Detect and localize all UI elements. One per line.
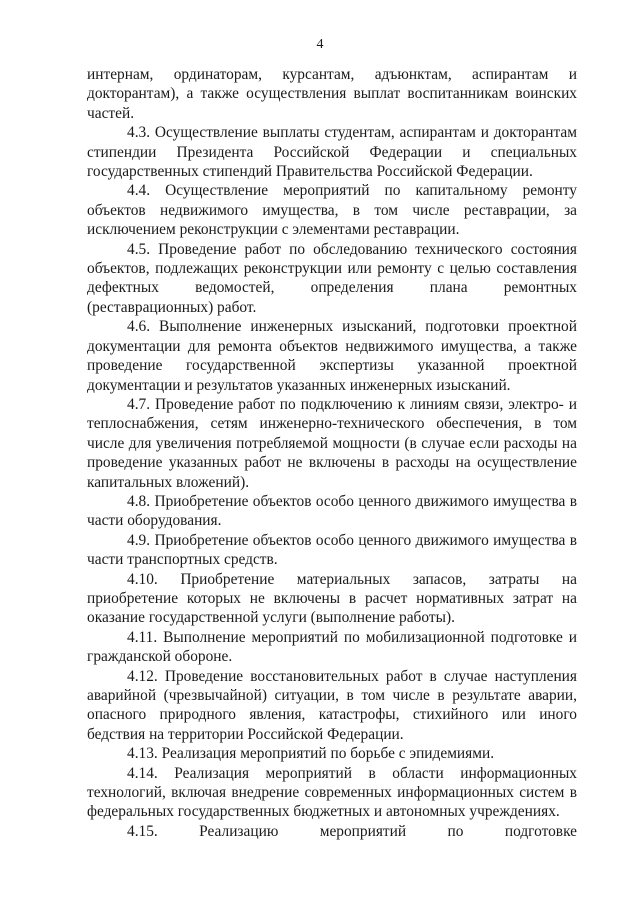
paragraph-4-12: 4.12. Проведение восстановительных работ в случае наступления аварийной (чрезвычайной) ситуации, в том числе в результате аварии, опасного природного явления, катастрофы, стихийного или иного бедствия на территории Российской Федерации.: [87, 667, 577, 743]
paragraph-4-6: 4.6. Выполнение инженерных изысканий, подготовки проектной документации для ремонта объектов недвижимого имущества, а также проведение государственной экспертизы указанной проектной документации и результатов указанных инженерных изысканий.: [87, 318, 577, 394]
paragraph-4-4: 4.4. Осуществление мероприятий по капитальному ремонту объектов недвижимого имущества, в том числе реставрации, за исключением реконструкции с элементами реставрации.: [87, 182, 577, 239]
paragraph-continuation: интернам, ординаторам, курсантам, адъюнктам, аспирантам и докторантам), а также осуществления выплат воспитанникам воинских частей.: [87, 66, 577, 122]
paragraph-4-13: 4.13. Реализация мероприятий по борьбе с эпидемиями.: [127, 745, 495, 763]
paragraph-4-9: 4.9. Приобретение объектов особо ценного движимого имущества в части транспортных средств.: [87, 531, 577, 569]
paragraph-4-5: 4.5. Проведение работ по обследованию технического состояния объектов, подлежащих реконструкции или ремонту с целью составления дефектных ведомостей, определения плана ремонтных (реставрационных) работ.: [87, 240, 577, 316]
paragraph-4-8: 4.8. Приобретение объектов особо ценного движимого имущества в части оборудования.: [87, 492, 577, 530]
paragraph-4-10: 4.10. Приобретение материальных запасов, затраты на приобретение которых не включены в расчет нормативных затрат на оказание государственной услуги (выполнение работы).: [87, 570, 577, 627]
paragraph-4-15: 4.15. Реализацию мероприятий по подготовке: [127, 822, 577, 840]
paragraph-4-11: 4.11. Выполнение мероприятий по мобилизационной подготовке и гражданской обороне.: [87, 628, 577, 666]
document-body: [87, 65, 577, 841]
paragraph-4-7: 4.7. Проведение работ по подключению к линиям связи, электро- и теплоснабжения, сетям инженерно-технического обеспечения, в том числе для увеличения потребляемой мощности (в случае если расходы на проведение указанных работ не включены в расходы на осуществление капитальных вложений).: [87, 395, 577, 491]
paragraph-4-3: 4.3. Осуществление выплаты студентам, аспирантам и докторантам стипендии Президента Российской Федерации и специальных государственных стипендий Правительства Российской Федерации.: [87, 124, 577, 181]
page-number: 4: [316, 37, 324, 52]
paragraph-4-14: 4.14. Реализация мероприятий в области информационных технологий, включая внедрение современных информационных систем в федеральных государственных бюджетных и автономных учреждениях.: [87, 764, 577, 821]
